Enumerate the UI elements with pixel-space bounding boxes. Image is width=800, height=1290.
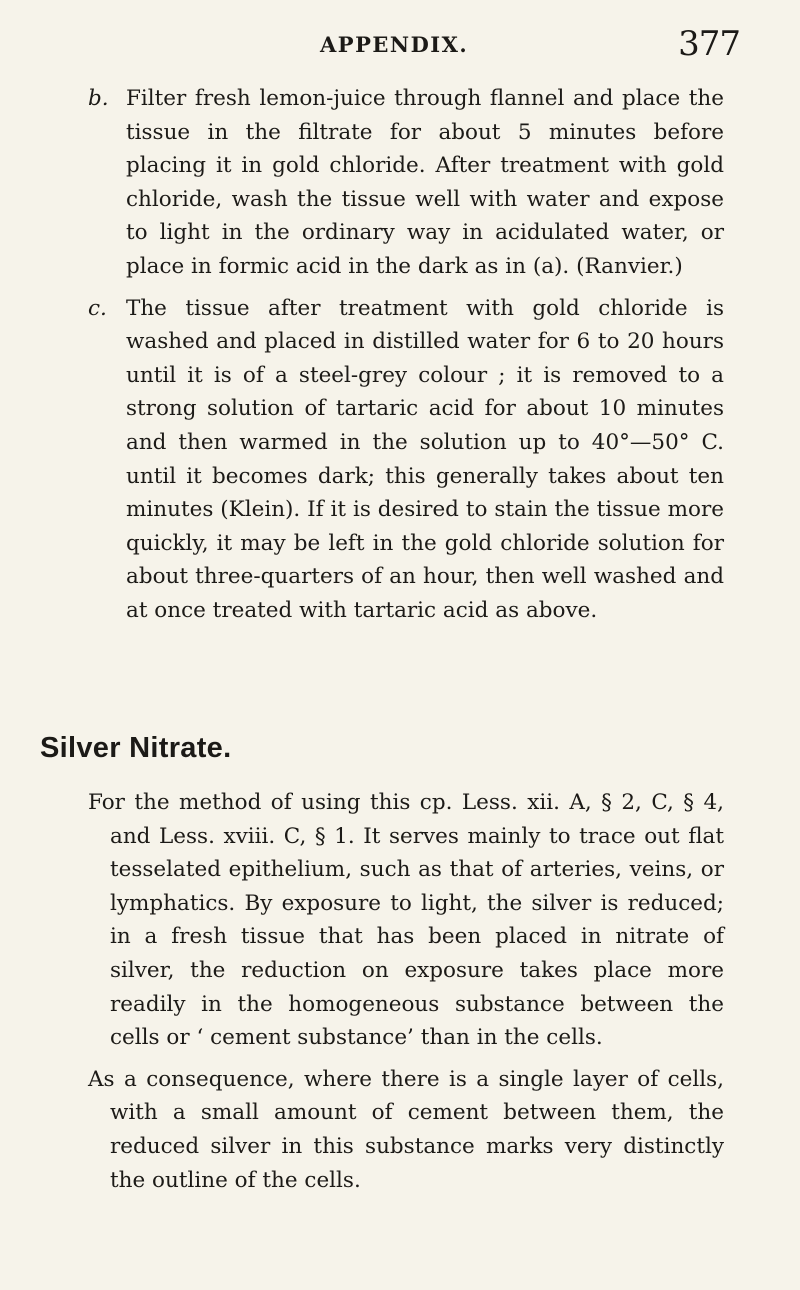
item-marker: b. (88, 86, 109, 111)
section-paragraph: As a consequence, where there is a single layer of cells, with a small amount of cement between them, the reduced silver in this substance marks very distinctly the outline of the cells. (88, 1066, 724, 1193)
item-text: The tissue after treatment with gold chloride is washed and placed in distilled water for 6 to 20 hours until it is of a steel-grey colour ; it is removed to a strong solution of tartaric acid for about 10 minutes and then warmed in the solution up to 40°—50° C. until it becomes dark; this generally takes about ten minutes (Klein). If it is desired to stain the tissue more quickly, it may be left in the gold chloride solution for about three-quarters of an hour, then well washed and at once treated with tartaric acid as above. (126, 295, 724, 623)
section-paragraph: For the method of using this cp. Less. xii. A, § 2, C, § 4, and Less. xviii. C, § 1. It serves mainly to trace out flat tesselated epithelium, such as that of arteries, veins, or lymphatics. By exposure to light, the silver is reduced; in a fresh tissue that has been placed in nitrate of silver, the reduction on exposure takes place more readily in the homogeneous substance between the cells or ‘ cement substance’ than in the cells. (88, 790, 724, 1051)
item-b (88, 82, 724, 284)
item-text: Filter fresh lemon-juice through flannel and place the tissue in the filtrate for about 5 minutes before placing it in gold chloride. After treatment with gold chloride, wash the tissue well with water and expose to light in the ordinary way in acidulated water, or place in formic acid in the dark as in (a). (Ranvier.) (126, 86, 724, 279)
item-c (88, 292, 724, 628)
section-body (88, 786, 724, 1205)
running-title: APPENDIX. (320, 32, 469, 57)
page-number: 377 (678, 24, 740, 64)
item-marker: c. (88, 295, 107, 321)
item-list (88, 82, 724, 636)
running-head (0, 24, 800, 70)
section-heading: Silver Nitrate. (40, 732, 232, 764)
